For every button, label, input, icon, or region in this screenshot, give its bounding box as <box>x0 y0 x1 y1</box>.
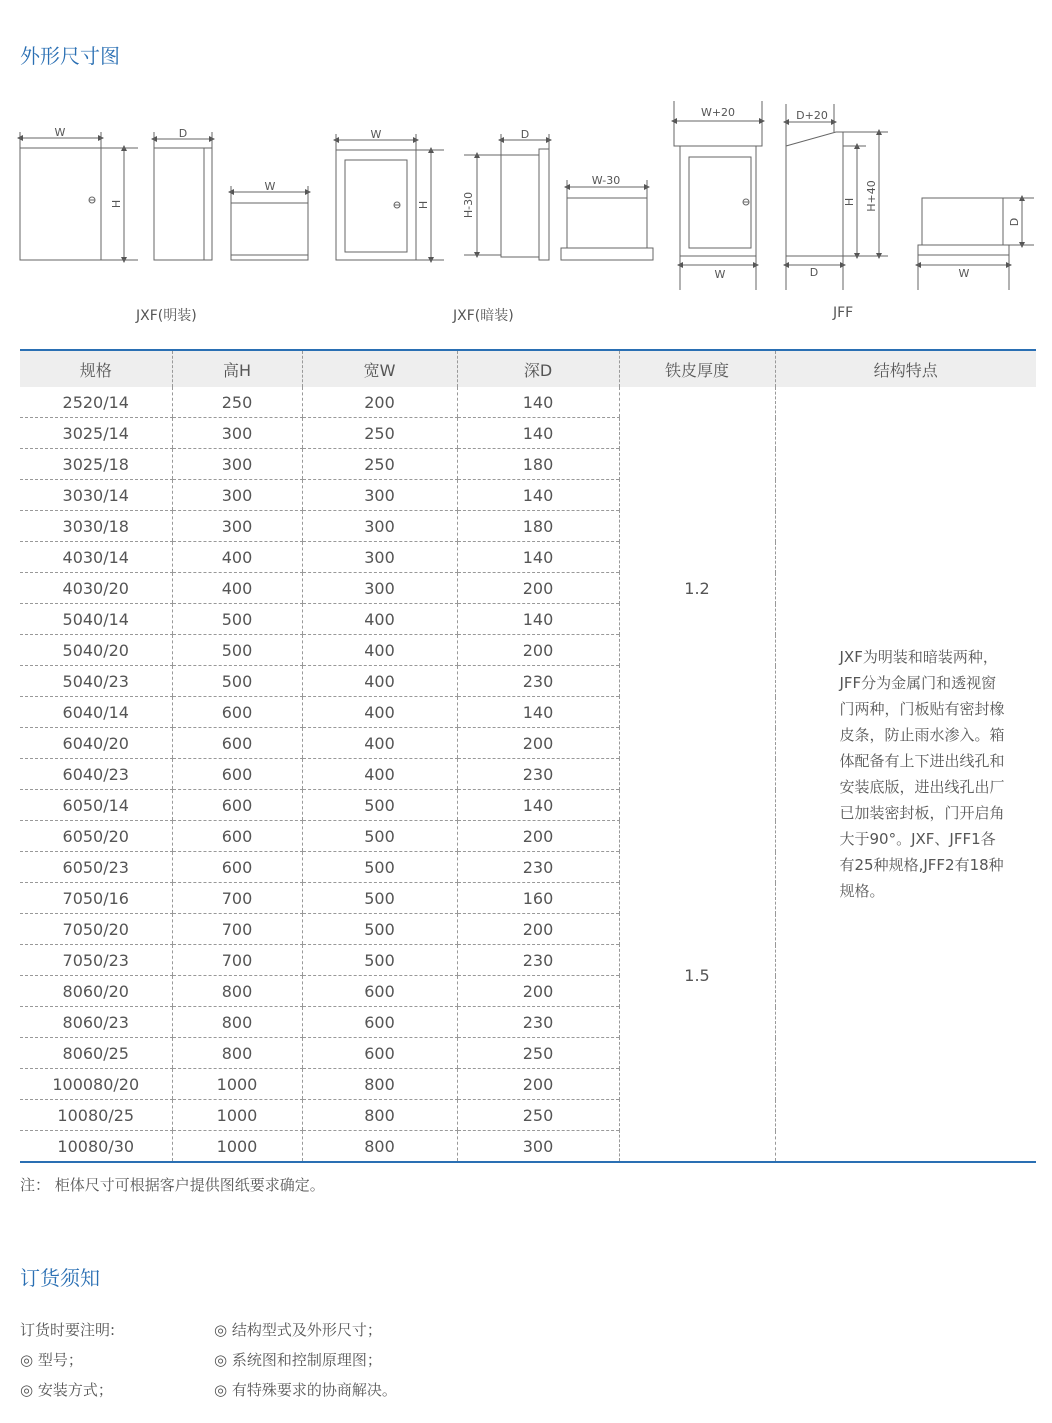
cell-depth: 200 <box>457 914 619 945</box>
cell-width: 500 <box>302 883 457 914</box>
cell-thickness: 1.2 <box>619 387 775 790</box>
dim-label-w-plus-20: W+20 <box>700 106 736 119</box>
dimensions-section-title: 外形尺寸图 <box>20 44 120 68</box>
cell-width: 600 <box>302 1038 457 1069</box>
spec-table <box>20 349 1036 1163</box>
cell-spec: 10080/30 <box>57 1136 135 1156</box>
cell-height: 800 <box>172 1038 302 1069</box>
caption-jff: JFF <box>833 305 854 321</box>
cell-height: 500 <box>172 635 302 666</box>
table-row <box>20 387 1036 418</box>
cell-spec: 6040/23 <box>20 759 172 790</box>
cell-depth: 200 <box>457 573 619 604</box>
cell-depth: 140 <box>457 542 619 573</box>
cell-spec: 3030/18 <box>20 511 172 542</box>
dim-label-w: W <box>714 268 726 281</box>
cell-height: 500 <box>172 604 302 635</box>
cell-depth: 230 <box>457 1007 619 1038</box>
cell-height: 600 <box>172 790 302 821</box>
cell-height: 700 <box>172 883 302 914</box>
cell-spec: 8060/25 <box>20 1038 172 1069</box>
cell-height: 1000 <box>172 1069 302 1100</box>
cell-spec: 5040/23 <box>20 666 172 697</box>
cell-height: 300 <box>172 418 302 449</box>
cell-height: 300 <box>172 480 302 511</box>
cell-height: 500 <box>172 666 302 697</box>
header-depth: 深D <box>457 350 619 387</box>
header-thickness: 铁皮厚度 <box>619 350 775 387</box>
cell-spec: 5040/14 <box>20 604 172 635</box>
ordering-item: ◎ 有特殊要求的协商解决。 <box>214 1381 397 1399</box>
cell-spec: 2520/14 <box>20 387 172 418</box>
cell-spec: 6040/14 <box>20 697 172 728</box>
cell-depth: 230 <box>457 852 619 883</box>
cell-width: 400 <box>302 604 457 635</box>
cell-depth: 230 <box>457 666 619 697</box>
cell-depth: 250 <box>457 1100 619 1131</box>
cell-height: 400 <box>172 542 302 573</box>
cell-spec: 6040/20 <box>20 728 172 759</box>
dim-label-w: W <box>958 267 970 280</box>
cell-depth: 180 <box>457 449 619 480</box>
cell-height: 600 <box>172 697 302 728</box>
dim-label-h: H <box>110 199 123 209</box>
cell-height: 600 <box>172 852 302 883</box>
cell-width: 500 <box>302 852 457 883</box>
cell-spec: 100080/20 <box>20 1069 172 1100</box>
cell-depth: 230 <box>457 945 619 976</box>
ordering-item: ◎ 结构型式及外形尺寸； <box>214 1321 382 1339</box>
cell-width: 500 <box>302 914 457 945</box>
cell-depth: 300 <box>457 1131 619 1163</box>
cell-depth: 140 <box>457 604 619 635</box>
cell-spec: 6050/20 <box>20 821 172 852</box>
cell-spec: 3030/14 <box>20 480 172 511</box>
dim-label-d: D <box>178 127 188 140</box>
cell-height: 800 <box>172 976 302 1007</box>
caption-jxf-surface: JXF(明装) <box>136 308 197 324</box>
header-spec: 规格 <box>20 350 172 387</box>
cell-depth: 180 <box>457 511 619 542</box>
cell-width: 300 <box>302 511 457 542</box>
ordering-item: ◎ 安装方式； <box>20 1381 113 1399</box>
cell-width: 400 <box>302 759 457 790</box>
cell-height: 300 <box>172 449 302 480</box>
dim-label-w: W <box>370 128 382 141</box>
cell-spec: 4030/20 <box>20 573 172 604</box>
cell-height: 600 <box>172 728 302 759</box>
cell-depth: 140 <box>457 790 619 821</box>
table-header-row <box>20 350 1036 387</box>
cell-spec: 10080/25 <box>20 1100 172 1131</box>
cell-width: 600 <box>302 976 457 1007</box>
cell-depth: 250 <box>457 1038 619 1069</box>
cell-height: 1000 <box>172 1100 302 1131</box>
dim-label-d: D <box>809 266 819 279</box>
dimension-drawings <box>0 90 1052 300</box>
cell-width: 300 <box>302 480 457 511</box>
cell-width: 400 <box>302 728 457 759</box>
cell-thickness: 1.5 <box>619 790 775 1163</box>
cell-width: 500 <box>302 945 457 976</box>
caption-jxf-flush: JXF(暗装) <box>453 308 514 324</box>
table-body <box>20 387 1036 1162</box>
cell-height: 400 <box>172 573 302 604</box>
cell-spec: 6050/23 <box>20 852 172 883</box>
header-features: 结构特点 <box>775 350 1036 387</box>
cell-width: 500 <box>302 790 457 821</box>
cell-spec: 3025/18 <box>20 449 172 480</box>
cell-depth: 200 <box>457 976 619 1007</box>
dim-label-w-minus-30: W-30 <box>591 174 621 187</box>
cell-width: 800 <box>302 1069 457 1100</box>
dim-label-d: D <box>1008 217 1021 227</box>
cell-width: 300 <box>302 542 457 573</box>
cell-width: 300 <box>302 573 457 604</box>
cell-spec: 4030/14 <box>20 542 172 573</box>
cell-depth: 140 <box>457 480 619 511</box>
cell-height: 700 <box>172 945 302 976</box>
cell-spec: 8060/23 <box>20 1007 172 1038</box>
cell-spec: 7050/20 <box>20 914 172 945</box>
cell-spec: 7050/16 <box>20 883 172 914</box>
ordering-item: ◎ 系统图和控制原理图； <box>214 1351 382 1369</box>
cell-height: 800 <box>172 1007 302 1038</box>
cell-height: 700 <box>172 914 302 945</box>
ordering-intro: 订货时要注明: <box>20 1321 116 1339</box>
cell-spec: 3025/14 <box>20 418 172 449</box>
header-width: 宽W <box>302 350 457 387</box>
note-text: 注： 柜体尺寸可根据客户提供图纸要求确定。 <box>20 1176 325 1194</box>
cell-features: JXF为明装和暗装两种，JFF分为金属门和透视窗门两种，门板贴有密封橡皮条，防止雨水渗入。箱体配备有上下进出线孔和安装底版，进出线孔出厂已加装密封板，门开启角大于90°。JXF、JFF1各有25种规格,JFF2有18种规格。 <box>775 387 1036 1162</box>
dim-label-h-plus-40: H+40 <box>865 180 878 212</box>
cell-width: 400 <box>302 666 457 697</box>
dim-label-h: H <box>843 197 856 207</box>
cell-height: 1000 <box>172 1131 302 1163</box>
cell-height: 600 <box>172 821 302 852</box>
cell-spec: 7050/23 <box>20 945 172 976</box>
cell-spec: 5040/20 <box>20 635 172 666</box>
cell-depth: 160 <box>457 883 619 914</box>
cell-spec: 8060/20 <box>20 976 172 1007</box>
cell-spec: 6050/14 <box>20 790 172 821</box>
cell-width: 250 <box>302 418 457 449</box>
cell-depth: 200 <box>457 821 619 852</box>
cell-height: 300 <box>172 511 302 542</box>
cell-depth: 200 <box>457 635 619 666</box>
cell-width: 250 <box>302 449 457 480</box>
cell-width: 800 <box>302 1100 457 1131</box>
cell-width: 400 <box>302 635 457 666</box>
cell-depth: 140 <box>457 418 619 449</box>
cell-depth: 230 <box>457 759 619 790</box>
cell-height: 250 <box>172 387 302 418</box>
cell-depth: 200 <box>457 728 619 759</box>
dim-label-w: W <box>264 180 276 193</box>
dim-label-d-plus-20: D+20 <box>796 109 828 122</box>
cell-height: 600 <box>172 759 302 790</box>
cell-width: 800 <box>302 1131 457 1163</box>
cell-width: 400 <box>302 697 457 728</box>
ordering-section-title: 订货须知 <box>20 1266 100 1290</box>
dim-label-d: D <box>520 128 530 141</box>
ordering-item: ◎ 型号； <box>20 1351 83 1369</box>
cell-width: 500 <box>302 821 457 852</box>
dim-label-h: H <box>417 200 430 210</box>
cell-depth: 140 <box>457 697 619 728</box>
cell-depth: 200 <box>457 1069 619 1100</box>
dim-label-w: W <box>54 126 66 139</box>
cell-width: 200 <box>302 387 457 418</box>
cell-width: 600 <box>302 1007 457 1038</box>
dim-label-h-minus-30: H-30 <box>462 191 475 219</box>
cell-depth: 140 <box>457 387 619 418</box>
header-height: 高H <box>172 350 302 387</box>
